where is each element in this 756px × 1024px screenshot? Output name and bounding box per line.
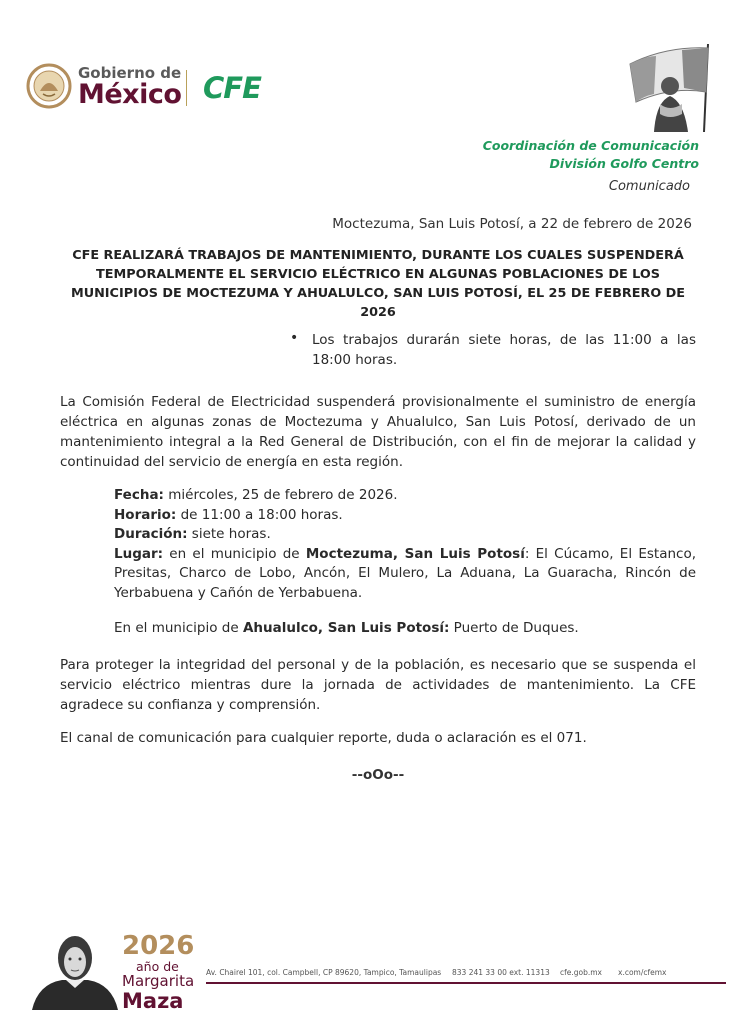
headline: CFE REALIZARÁ TRABAJOS DE MANTENIMIENTO, DURANTE LOS CUALES SUSPENDERÁ TEMPORALMENTE EL SERVICIO ELÉCTRICO EN ALGUNAS POBLACIONES DE LOS MUNICIPIOS DE MOCTEZUMA Y AHUALULCO, SAN LUIS POTOSÍ, EL 25 DE FEBRERO DE 2026	[70, 248, 686, 320]
division-text: División Golfo Centro	[549, 156, 699, 171]
margarita-maza-portrait-icon	[32, 930, 118, 1010]
duracion-label: Duración:	[114, 526, 188, 542]
mexico-seal-icon	[26, 63, 72, 109]
footer-maza: Maza	[122, 989, 184, 1013]
footer-year: 2026	[122, 931, 195, 961]
ahualulco-prefix: En el municipio de	[114, 620, 243, 636]
bullet-text: Los trabajos durarán siete horas, de las 11:00 a las 18:00 horas.	[312, 332, 696, 368]
document-type: Comunicado	[608, 179, 690, 194]
gobierno-de-text: Gobierno de	[78, 64, 182, 82]
footer-margarita: Margarita	[122, 972, 195, 990]
footer-line	[206, 982, 726, 984]
paragraph-intro: La Comisión Federal de Electricidad suspenderá provisionalmente el suministro de energía eléctrica en algunas zonas de Moctezuma y Ahualulco, San Luis Potosí, derivado de un mantenimiento integral a la Red General de Distribución, con el fin de mejorar la calidad y continuidad del servicio de energía en esta región.	[60, 394, 696, 470]
horario-value: de 11:00 a 18:00 horas.	[176, 506, 343, 523]
coordinacion-text: Coordinación de Comunicación	[482, 138, 699, 153]
footer-phone: 833 241 33 00 ext. 11313	[452, 968, 550, 977]
logo-divider	[186, 70, 187, 106]
fecha-line	[114, 486, 696, 506]
lugar-value: : El Cúcamo, El Estanco, Presitas, Charco de Lobo, Ancón, El Mulero, La Aduana, La Guaracha, Rincón de Yerbabuena y Cañón de Yerbabuena.	[114, 545, 696, 601]
fecha-value: miércoles, 25 de febrero de 2026.	[163, 487, 398, 503]
flag-woman-illustration-icon	[626, 42, 716, 134]
cfe-logo: CFE	[203, 71, 261, 105]
bullet-icon: •	[290, 330, 299, 346]
lugar-line	[114, 545, 696, 604]
horario-label: Horario:	[114, 506, 177, 523]
duracion-value: siete horas.	[187, 526, 271, 542]
lugar-municipio: Moctezuma, San Luis Potosí	[305, 545, 525, 562]
ahualulco-value: Puerto de Duques.	[449, 620, 579, 636]
lugar-label: Lugar:	[114, 545, 164, 562]
footer-web[interactable]: cfe.gob.mx	[560, 968, 603, 977]
ahualulco-line	[114, 618, 696, 638]
ahualulco-municipio: Ahualulco, San Luis Potosí:	[242, 620, 450, 636]
fecha-label: Fecha:	[114, 487, 164, 503]
footer-address: Av. Chairel 101, col. Campbell, CP 89620, Tampico, Tamaulipas	[206, 968, 442, 977]
footer-anio-de: año de	[136, 959, 179, 974]
duracion-line	[114, 525, 696, 545]
footer-social[interactable]: x.com/cfemx	[618, 968, 667, 977]
horario-line	[114, 506, 696, 526]
place-date: Moctezuma, San Luis Potosí, a 22 de febrero de 2026	[332, 216, 692, 232]
lugar-prefix: en el municipio de	[163, 545, 306, 562]
paragraph-safety: Para proteger la integridad del personal y de la población, es necesario que se suspenda el servicio eléctrico mientras dure la jornada de actividades de mantenimiento. La CFE agradece su confianza y comprensión.	[60, 657, 696, 713]
coordination-heading	[483, 137, 699, 173]
paragraph-contact: El canal de comunicación para cualquier reporte, duda o aclaración es el 071.	[60, 730, 587, 746]
closing-separator: --oOo--	[351, 767, 405, 783]
mexico-logo-text: México	[78, 79, 182, 110]
details-block	[114, 486, 696, 603]
